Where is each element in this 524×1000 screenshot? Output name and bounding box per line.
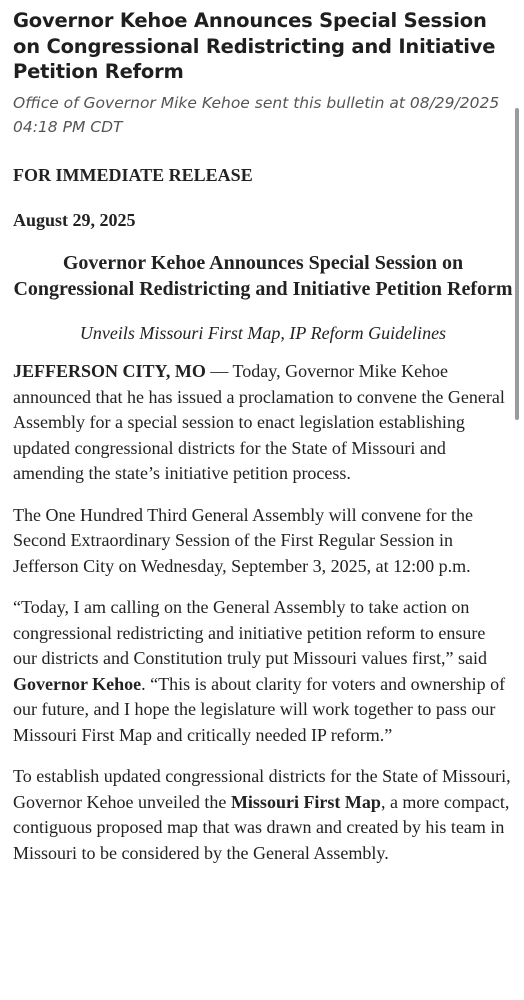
- paragraph-map-text-start: To establish updated congressional districts for the State of Missouri, Governor Kehoe unveiled the: [13, 766, 511, 812]
- quote-text-end: . “This is about clarity for voters and ownership of our future, and I hope the legislature will work together to pass our Missouri First Map and critically needed IP reform.”: [13, 673, 506, 745]
- press-release-subtitle: Unveils Missouri First Map, IP Reform Guidelines: [79, 323, 447, 343]
- paragraph-announcement-text: — Today, Governor Mike Kehoe announced that he has issued a proclamation to convene the General Assembly for a special session to enact legislation establishing updated congressional districts for the State of Missouri and amending the state’s initiative petition process.: [13, 361, 505, 483]
- quote-speaker: Governor Kehoe: [13, 673, 142, 694]
- map-name: Missouri First Map: [230, 791, 381, 812]
- paragraph-quote: [13, 595, 513, 748]
- paragraph-map-text-end: , a more compact, contiguous proposed map that was drawn and created by his team in Missouri to be considered by the General Assembly.: [13, 791, 510, 863]
- paragraph-announcement: [13, 359, 513, 487]
- press-release-title: Governor Kehoe Announces Special Session on Congressional Redistricting and Initiative Petition Reform: [13, 252, 513, 300]
- scrollbar-thumb[interactable]: [515, 108, 519, 420]
- bulletin-header: [13, 8, 513, 139]
- release-label: FOR IMMEDIATE RELEASE: [13, 165, 253, 185]
- quote-text-start: “Today, I am calling on the General Assembly to take action on congressional redistricting and initiative petition reform to ensure our districts and Constitution truly put Missouri values first,” said: [13, 597, 487, 668]
- release-date: August 29, 2025: [13, 210, 136, 230]
- paragraph-session-date: [13, 503, 513, 580]
- bulletin-sender-info: Office of Governor Mike Kehoe sent this bulletin at 08/29/2025 04:18 PM CDT: [13, 93, 500, 136]
- paragraph-session-date-text: The One Hundred Third General Assembly will convene for the Second Extraordinary Session of the First Regular Session in Jefferson City on Wednesday, September 3, 2025, at 12:00 p.m.: [13, 504, 474, 576]
- paragraph-map: [13, 764, 513, 866]
- dateline: JEFFERSON CITY, MO: [13, 361, 206, 381]
- press-release-body: [13, 163, 513, 866]
- bulletin-headline: Governor Kehoe Announces Special Session on Congressional Redistricting and Initiative Petition Reform: [13, 9, 496, 83]
